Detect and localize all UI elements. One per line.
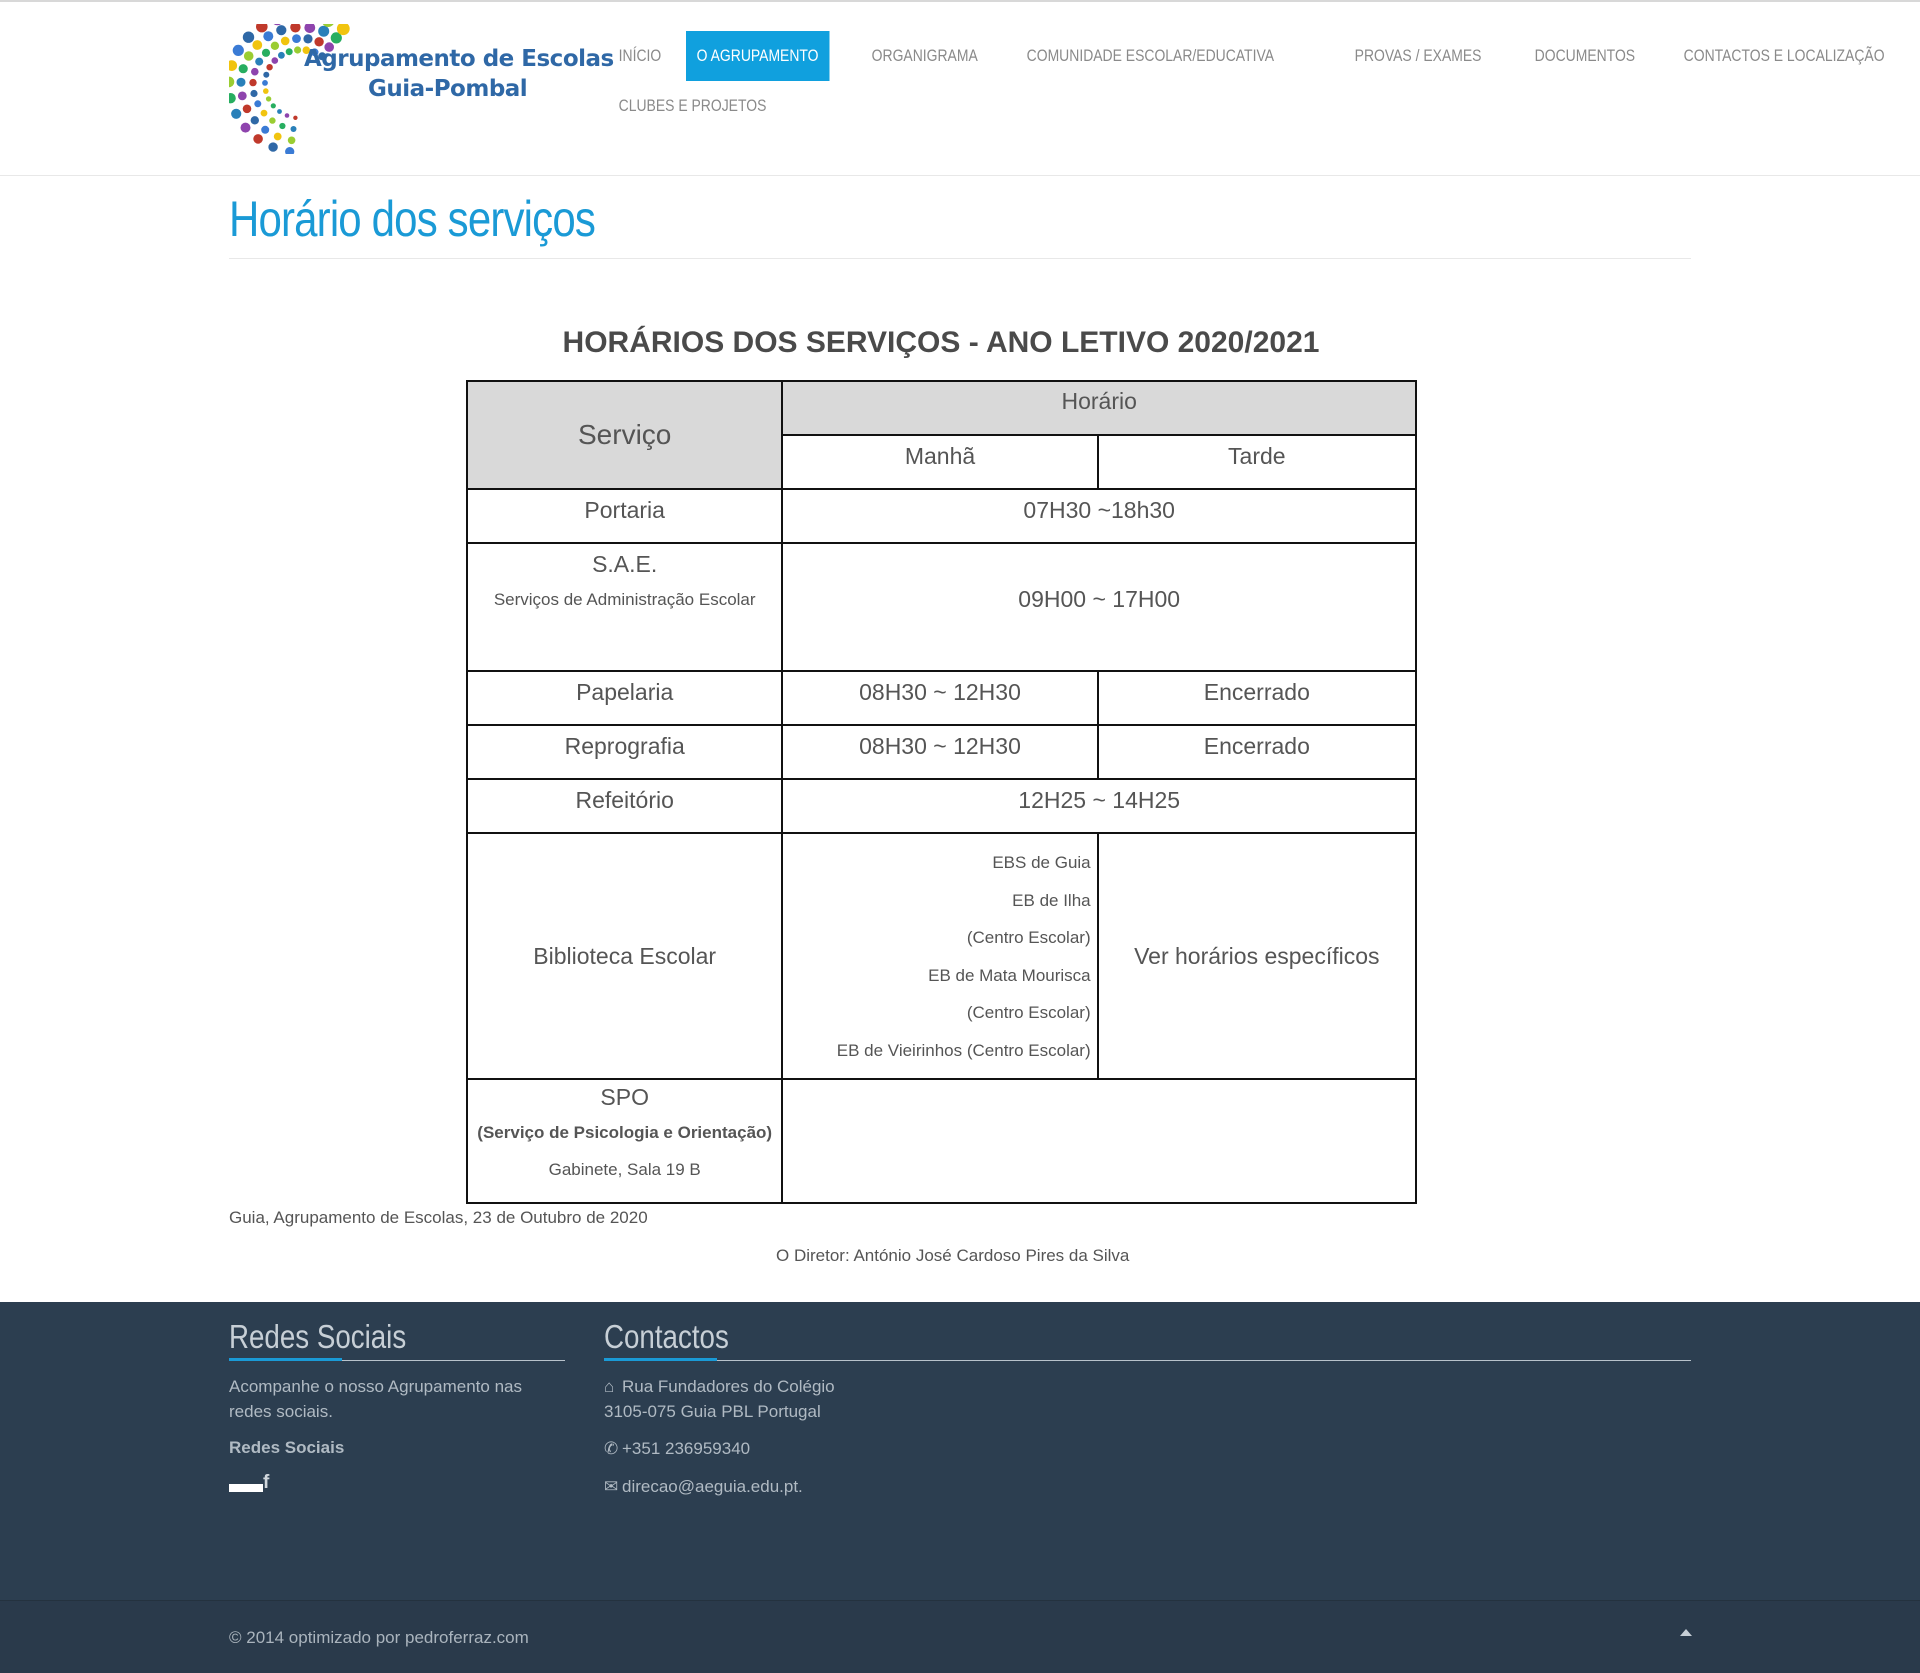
row-subtitle: Serviços de Administração Escolar — [493, 590, 756, 609]
footer-contacts-accent — [604, 1358, 717, 1361]
arrow-up-icon[interactable] — [1680, 1629, 1692, 1636]
row-location: Gabinete, Sala 19 B — [548, 1160, 701, 1179]
row-subtitle: (Serviço de Psicologia e Orientação) — [477, 1123, 773, 1142]
row-tarde: Encerrado — [1098, 725, 1416, 779]
nav-item-comunidade[interactable]: COMUNIDADE ESCOLAR/EDUCATIVA — [1026, 46, 1274, 65]
table-row — [467, 779, 1416, 833]
phone-number[interactable]: +351 236959340 — [622, 1439, 751, 1458]
nav-item-provas-exames[interactable]: PROVAS / EXAMES — [1354, 46, 1482, 65]
page-title: Horário dos serviços — [229, 191, 596, 247]
nav-item-organigrama[interactable]: ORGANIGRAMA — [871, 46, 978, 65]
nav-item-contactos[interactable]: CONTACTOS E LOCALIZAÇÃO — [1683, 46, 1885, 65]
nav-item-documentos[interactable]: DOCUMENTOS — [1534, 46, 1636, 65]
row-name: Papelaria — [467, 671, 782, 725]
footer-social-text: Acompanhe o nosso Agrupamento nas redes sociais. — [229, 1377, 522, 1421]
logo-text-line2: Guia-Pombal — [368, 76, 528, 102]
row-name-cell — [467, 1079, 782, 1203]
table-row — [467, 1079, 1416, 1203]
nav-row-1 — [608, 31, 1920, 81]
row-tarde: Ver horários específicos — [1098, 833, 1416, 1079]
address-line1: Rua Fundadores do Colégio — [622, 1377, 835, 1396]
nav-row-2 — [608, 81, 814, 131]
footer-address — [604, 1374, 835, 1424]
footer-social-label: Redes Sociais — [229, 1438, 345, 1457]
header-tarde: Tarde — [1098, 435, 1416, 489]
row-name: Portaria — [467, 489, 782, 543]
table-row — [467, 543, 1416, 671]
nav-item-o-agrupamento[interactable]: O AGRUPAMENTO — [686, 31, 829, 81]
school-line: EB de Vieirinhos (Centro Escolar) — [836, 1040, 1091, 1060]
row-name-cell — [467, 543, 782, 671]
envelope-icon: ✉ — [604, 1477, 619, 1496]
school-line: EB de Mata Mourisca — [928, 965, 1091, 985]
table-row — [467, 489, 1416, 543]
footer-social-accent — [229, 1358, 342, 1361]
place-date: Guia, Agrupamento de Escolas, 23 de Outubro de 2020 — [229, 1208, 648, 1227]
logo-text-line1: Agrupamento de Escolas — [304, 46, 614, 72]
row-name: SPO — [600, 1084, 649, 1110]
phone-icon: ✆ — [604, 1439, 619, 1458]
schedule-table — [466, 380, 1417, 1204]
row-name: S.A.E. — [592, 551, 658, 577]
school-line: EB de Ilha — [1012, 890, 1091, 910]
address-line2: 3105-075 Guia PBL Portugal — [604, 1402, 821, 1421]
table-heading: HORÁRIOS DOS SERVIÇOS - ANO LETIVO 2020/2021 — [562, 326, 1320, 359]
home-icon: ⌂ — [604, 1377, 615, 1396]
footer-contacts-rule — [604, 1360, 1691, 1361]
nav-item-clubes-projetos[interactable]: CLUBES E PROJETOS — [618, 96, 767, 115]
site-footer — [0, 1302, 1920, 1600]
row-value — [782, 1079, 1416, 1203]
biblioteca-schools — [782, 833, 1097, 1079]
row-manha: 08H30 ~ 12H30 — [782, 725, 1097, 779]
table-row — [467, 671, 1416, 725]
footer-phone — [604, 1436, 750, 1461]
table-row — [467, 833, 1416, 1079]
row-tarde: Encerrado — [1098, 671, 1416, 725]
row-value: 07H30 ~18h30 — [782, 489, 1416, 543]
school-line: (Centro Escolar) — [966, 1003, 1091, 1022]
footer-email — [604, 1474, 803, 1499]
copyright: © 2014 optimizado por pedroferraz.com — [229, 1628, 529, 1647]
row-name: Reprografia — [467, 725, 782, 779]
row-name: Biblioteca Escolar — [467, 833, 782, 1079]
header-servico: Serviço — [467, 381, 782, 489]
email-link[interactable]: direcao@aeguia.edu.pt. — [622, 1477, 803, 1496]
header-manha: Manhã — [782, 435, 1097, 489]
title-divider — [229, 258, 1691, 259]
facebook-icon[interactable]: f — [263, 1472, 270, 1493]
row-manha: 08H30 ~ 12H30 — [782, 671, 1097, 725]
site-header — [0, 2, 1920, 176]
school-line: EBS de Guia — [992, 853, 1091, 872]
footer-contacts-title: Contactos — [604, 1318, 729, 1355]
nav-item-inicio[interactable]: INÍCIO — [618, 46, 662, 65]
row-name: Refeitório — [467, 779, 782, 833]
site-logo[interactable] — [229, 24, 614, 154]
director-signature: O Diretor: António José Cardoso Pires da Silva — [776, 1246, 1130, 1265]
table-row — [467, 725, 1416, 779]
footer-social-title: Redes Sociais — [229, 1318, 407, 1355]
header-horario: Horário — [782, 381, 1416, 435]
school-line: (Centro Escolar) — [966, 928, 1091, 947]
row-value: 09H00 ~ 17H00 — [782, 543, 1416, 671]
logo-dots-icon — [229, 24, 369, 154]
facebook-link[interactable] — [229, 1484, 263, 1492]
row-value: 12H25 ~ 14H25 — [782, 779, 1416, 833]
bottom-bar — [0, 1600, 1920, 1673]
